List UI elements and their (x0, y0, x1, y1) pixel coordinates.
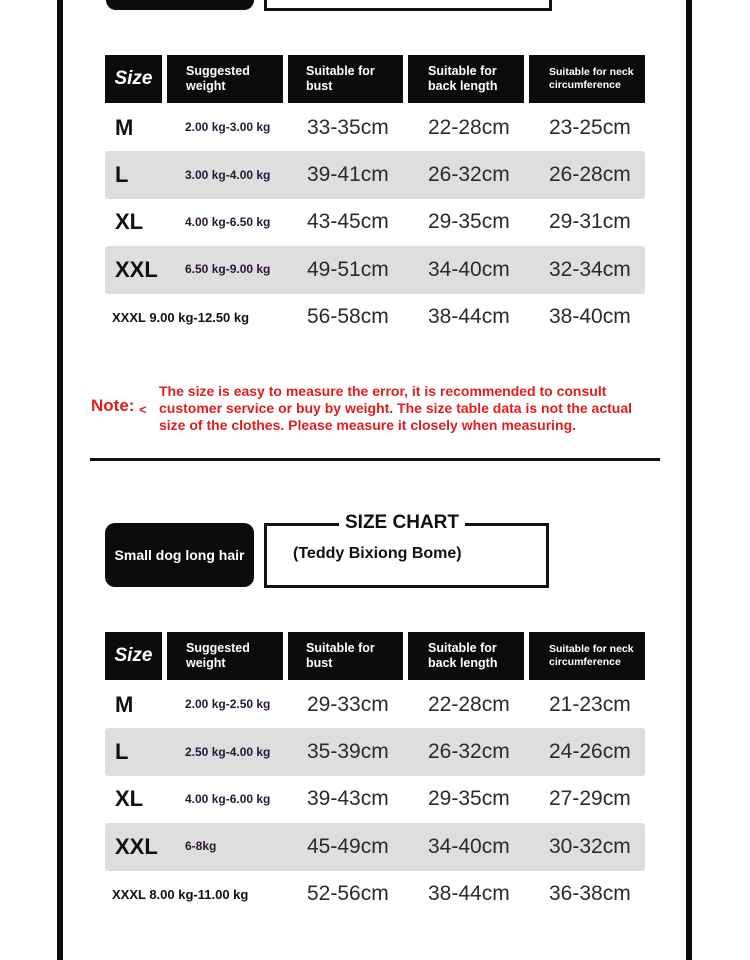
header-back-length: Suitable for back length (408, 55, 524, 103)
left-frame-border (57, 0, 63, 960)
neck-cell: 27-29cm (549, 787, 631, 811)
weight-cell: 6.50 kg-9.00 kg (185, 262, 271, 277)
neck-cell: 30-32cm (549, 834, 631, 858)
section-divider (90, 458, 660, 461)
back-length-cell: 29-35cm (428, 787, 510, 811)
table-row (105, 199, 645, 246)
neck-cell: 21-23cm (549, 692, 631, 716)
bust-cell: 29-33cm (307, 692, 389, 716)
header-back-length: Suitable for back length (408, 632, 524, 680)
bust-cell: 56-58cm (307, 305, 389, 329)
bust-cell: 39-43cm (307, 787, 389, 811)
size-cell: XL (115, 209, 144, 235)
top-chart-box (264, 0, 552, 11)
size-table-2 (105, 632, 645, 918)
bust-cell: 35-39cm (307, 740, 389, 764)
neck-cell: 29-31cm (549, 210, 631, 234)
neck-cell: 32-34cm (549, 257, 631, 281)
neck-cell: 26-28cm (549, 163, 631, 187)
back-length-cell: 26-32cm (428, 740, 510, 764)
table-row (105, 776, 645, 823)
table-row (105, 151, 645, 198)
bust-cell: 43-45cm (307, 210, 389, 234)
header-neck: Suitable for neck circumference (529, 632, 645, 680)
back-length-cell: 38-44cm (428, 882, 510, 906)
size-chart-title: SIZE CHART (339, 512, 465, 534)
note-label: Note: (91, 396, 135, 415)
header-bust: Suitable for bust (288, 55, 403, 103)
table-row (105, 681, 645, 728)
table-row (105, 871, 645, 918)
neck-cell: 24-26cm (549, 740, 631, 764)
weight-cell: 2.50 kg-4.00 kg (185, 744, 271, 759)
header-size: Size (105, 632, 162, 680)
back-length-cell: 34-40cm (428, 257, 510, 281)
size-weight-cell: XXXL 8.00 kg-11.00 kg (112, 886, 249, 902)
size-cell: XL (115, 786, 144, 812)
weight-cell: 2.00 kg-3.00 kg (185, 120, 271, 135)
size-cell: M (115, 691, 134, 717)
size-chart-subtitle: (Teddy Bixiong Bome) (293, 545, 462, 562)
back-length-cell: 26-32cm (428, 163, 510, 187)
table-header (105, 632, 645, 680)
bust-cell: 49-51cm (307, 257, 389, 281)
size-table-1 (105, 55, 645, 341)
table-row (105, 294, 645, 341)
size-cell: XXL (115, 256, 158, 282)
back-length-cell: 29-35cm (428, 210, 510, 234)
table-row (105, 728, 645, 775)
note-text: The size is easy to measure the error, it is recommended to consult customer service or buy by weight. The size table data is not the actual size of the clothes. Please measure it closely when measuring. (159, 383, 633, 433)
table-row (105, 104, 645, 151)
header-weight: Suggested weight (167, 55, 283, 103)
bust-cell: 39-41cm (307, 163, 389, 187)
back-length-cell: 22-28cm (428, 692, 510, 716)
note-glyph: < (139, 402, 147, 417)
back-length-cell: 34-40cm (428, 834, 510, 858)
table-header (105, 55, 645, 103)
category-pill: Small dog long hair (105, 523, 254, 587)
size-cell: XXL (115, 833, 158, 859)
back-length-cell: 38-44cm (428, 305, 510, 329)
bust-cell: 52-56cm (307, 882, 389, 906)
right-frame-border (686, 0, 692, 960)
weight-cell: 2.00 kg-2.50 kg (185, 697, 271, 712)
weight-cell: 4.00 kg-6.50 kg (185, 214, 271, 229)
weight-cell: 4.00 kg-6.00 kg (185, 791, 271, 806)
header-weight: Suggested weight (167, 632, 283, 680)
size-cell: L (115, 162, 129, 188)
header-size: Size (105, 55, 162, 103)
neck-cell: 36-38cm (549, 882, 631, 906)
bust-cell: 45-49cm (307, 834, 389, 858)
bust-cell: 33-35cm (307, 115, 389, 139)
weight-cell: 6-8kg (185, 839, 217, 854)
size-weight-cell: XXXL 9.00 kg-12.50 kg (112, 309, 250, 325)
table-row (105, 246, 645, 293)
size-cell: L (115, 739, 129, 765)
neck-cell: 38-40cm (549, 305, 631, 329)
top-category-pill (106, 0, 254, 10)
size-cell: M (115, 114, 134, 140)
neck-cell: 23-25cm (549, 115, 631, 139)
back-length-cell: 22-28cm (428, 115, 510, 139)
header-neck: Suitable for neck circumference (529, 55, 645, 103)
table-row (105, 823, 645, 870)
weight-cell: 3.00 kg-4.00 kg (185, 167, 271, 182)
header-bust: Suitable for bust (288, 632, 403, 680)
